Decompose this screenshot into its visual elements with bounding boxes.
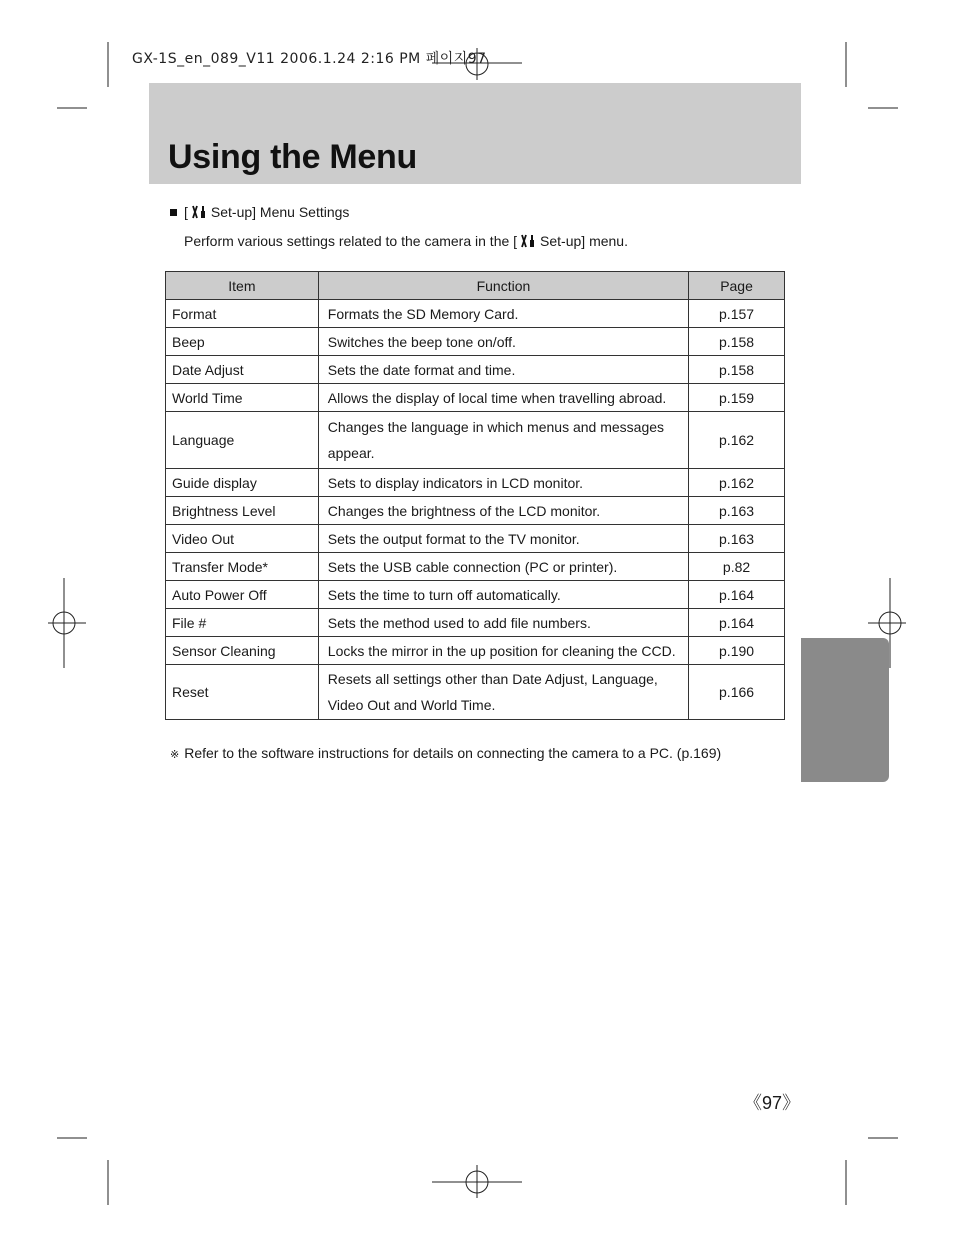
function-cell: Formats the SD Memory Card. xyxy=(318,300,688,328)
function-cell: Sets the USB cable connection (PC or printer). xyxy=(318,553,688,581)
item-cell: Brightness Level xyxy=(166,497,319,525)
page-cell: p.162 xyxy=(689,469,785,497)
function-cell: Sets to display indicators in LCD monitor. xyxy=(318,469,688,497)
item-cell: Format xyxy=(166,300,319,328)
table-row xyxy=(166,637,785,665)
page-cell: p.158 xyxy=(689,356,785,384)
table-row xyxy=(166,469,785,497)
page-cell: p.162 xyxy=(689,412,785,469)
side-tab xyxy=(801,638,889,782)
page-cell: p.164 xyxy=(689,609,785,637)
function-cell: Sets the date format and time. xyxy=(318,356,688,384)
page-cell: p.163 xyxy=(689,497,785,525)
page-cell: p.190 xyxy=(689,637,785,665)
column-header-item: Item xyxy=(166,272,319,300)
footnote-text: Refer to the software instructions for details on connecting the camera to a PC. (p.169) xyxy=(184,745,722,761)
function-cell: Changes the language in which menus and messages appear. xyxy=(318,412,688,469)
page-cell: p.158 xyxy=(689,328,785,356)
reference-mark: ※ xyxy=(170,749,180,761)
intro-text-end: Set-up] menu. xyxy=(540,233,628,249)
setup-menu-table xyxy=(165,271,785,720)
item-cell: World Time xyxy=(166,384,319,412)
column-header-page: Page xyxy=(689,272,785,300)
function-cell: Allows the display of local time when travelling abroad. xyxy=(318,384,688,412)
table-row xyxy=(166,525,785,553)
table-row xyxy=(166,497,785,525)
page-cell: p.82 xyxy=(689,553,785,581)
page-cell: p.159 xyxy=(689,384,785,412)
item-cell: Date Adjust xyxy=(166,356,319,384)
function-cell: Sets the output format to the TV monitor. xyxy=(318,525,688,553)
function-cell: Switches the beep tone on/off. xyxy=(318,328,688,356)
page-cell: p.164 xyxy=(689,581,785,609)
item-cell: Transfer Mode* xyxy=(166,553,319,581)
function-cell: Locks the mirror in the up position for cleaning the CCD. xyxy=(318,637,688,665)
item-cell: Sensor Cleaning xyxy=(166,637,319,665)
table-row xyxy=(166,356,785,384)
column-header-function: Function xyxy=(318,272,688,300)
table-row xyxy=(166,553,785,581)
function-cell: Sets the time to turn off automatically. xyxy=(318,581,688,609)
intro-text-start: Perform various settings related to the camera in the [ xyxy=(184,233,518,249)
page-number: 《97》 xyxy=(744,1093,801,1113)
table-row xyxy=(166,412,785,469)
page-cell: p.166 xyxy=(689,665,785,720)
item-cell: Guide display xyxy=(166,469,319,497)
table-row xyxy=(166,609,785,637)
function-cell: Sets the method used to add file numbers. xyxy=(318,609,688,637)
section-heading-open: [ xyxy=(184,204,188,220)
table-row xyxy=(166,328,785,356)
item-cell: Beep xyxy=(166,328,319,356)
print-info: GX-1S_en_089_V11 2006.1.24 2:16 PM 페이지97 xyxy=(132,51,487,67)
page-cell: p.163 xyxy=(689,525,785,553)
table-header-row xyxy=(166,272,785,300)
page-title: Using the Menu xyxy=(168,138,417,176)
function-cell: Resets all settings other than Date Adjust, Language, Video Out and World Time. xyxy=(318,665,688,720)
item-cell: Reset xyxy=(166,665,319,720)
table-row xyxy=(166,384,785,412)
page-cell: p.157 xyxy=(689,300,785,328)
bullet-square-icon xyxy=(170,209,177,216)
table-row xyxy=(166,581,785,609)
footnote xyxy=(170,745,721,761)
intro-text xyxy=(184,233,628,249)
setup-tools-icon xyxy=(191,205,207,219)
item-cell: Auto Power Off xyxy=(166,581,319,609)
item-cell: Video Out xyxy=(166,525,319,553)
item-cell: Language xyxy=(166,412,319,469)
item-cell: File # xyxy=(166,609,319,637)
table-row xyxy=(166,300,785,328)
function-cell: Changes the brightness of the LCD monitor. xyxy=(318,497,688,525)
setup-tools-icon xyxy=(520,234,536,248)
table-row xyxy=(166,665,785,720)
section-heading xyxy=(170,204,349,220)
section-heading-label: Set-up] Menu Settings xyxy=(210,204,350,220)
